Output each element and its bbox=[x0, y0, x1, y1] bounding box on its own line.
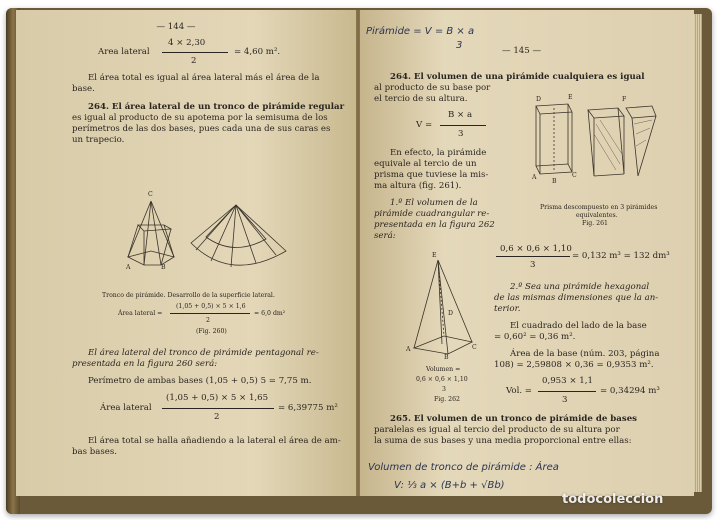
lateral-numerator: (1,05 + 0,5) × 5 × 1,65 bbox=[166, 393, 269, 403]
effect-line-2: equivale al tercio de un bbox=[374, 159, 477, 169]
paragraph-264-right-line-1: 264. El volumen de una pirámide cualquiera es igual bbox=[390, 72, 645, 82]
fig261-label-a: A bbox=[532, 174, 537, 181]
example1-line-3: presentada en la figura 262 bbox=[374, 220, 495, 230]
fig261-label-e: E bbox=[568, 94, 573, 101]
fig261-label-f: F bbox=[622, 96, 627, 103]
fig262-caption-line-1: Volumen = bbox=[426, 366, 461, 373]
fig261-caption-line-2: equivalentes. bbox=[576, 212, 618, 219]
handwritten-top-formula: Pirámide = V = B × a bbox=[366, 26, 475, 37]
lateral-label: Área lateral bbox=[100, 403, 152, 413]
vol1-numerator: 0,6 × 0,6 × 1,10 bbox=[500, 244, 572, 254]
paragraph-264-right-line-2: al producto de su base por bbox=[374, 83, 491, 93]
vol2-fraction-bar bbox=[538, 391, 596, 392]
paragraph-264-line-2: es igual al producto de su apotema por la semisuma de los bbox=[72, 113, 328, 123]
fig260-label-apex: C bbox=[148, 191, 153, 198]
fig262-label-b: B bbox=[444, 354, 449, 361]
fig260-formula-numerator: (1,05 + 0,5) × 5 × 1,6 bbox=[176, 303, 246, 310]
left-page bbox=[16, 10, 356, 496]
fig261-caption-line-1: Prisma descompuesto en 3 pirámides bbox=[540, 204, 658, 211]
fig260-formula-denominator: 2 bbox=[206, 317, 210, 324]
vol2-denominator: 3 bbox=[562, 395, 568, 405]
figure-261-drawing bbox=[528, 94, 658, 194]
fig262-label-d: D bbox=[448, 310, 453, 317]
volume-fraction-bar bbox=[440, 125, 486, 126]
fig262-caption-line-2: 0,6 × 0,6 × 1,10 bbox=[416, 376, 468, 383]
paragraph-265-line-1: 265. El volumen de un tronco de pirámide de bases bbox=[390, 414, 638, 424]
paragraph-264-right-line-3: el tercio de su altura. bbox=[374, 94, 468, 104]
area-fraction-bar bbox=[162, 52, 228, 53]
lateral-result: = 6,39775 m² bbox=[278, 403, 338, 413]
example1-line-2: pirámide cuadrangular re- bbox=[374, 209, 490, 219]
figure-260-drawing bbox=[116, 195, 316, 285]
paragraph-265-line-2: paralelas es igual al tercio del producto de su altura por bbox=[374, 425, 620, 435]
total-area-line-2: base. bbox=[72, 84, 95, 94]
fig262-label-c: C bbox=[472, 344, 477, 351]
paragraph-264-line-1: 264. El área lateral de un tronco de pirámide regular bbox=[88, 102, 345, 112]
lateral-fraction-bar bbox=[162, 408, 274, 409]
paragraph-265-line-3: la suma de sus bases y una media proporcional entre ellas: bbox=[374, 436, 632, 446]
example-line-1: El área lateral del tronco de pirámide pentagonal re- bbox=[88, 348, 319, 358]
fig261-label-b: B bbox=[552, 178, 557, 185]
watermark-text: todocoleccion bbox=[562, 492, 664, 507]
fig261-label-d: D bbox=[536, 96, 541, 103]
fig260-formula-result: = 6,0 dm² bbox=[254, 310, 286, 317]
vol2-label: Vol. = bbox=[506, 386, 533, 396]
volume-formula-denominator: 3 bbox=[458, 129, 464, 139]
square-line-2: = 0,60² = 0,36 m². bbox=[494, 332, 576, 342]
handwritten-bottom-line-1: Volumen de tronco de pirámide : Área bbox=[368, 462, 559, 473]
example1-line-1: 1.º El volumen de la bbox=[390, 198, 478, 208]
area-denominator: 2 bbox=[191, 56, 197, 66]
vol1-result: = 0,132 m³ = 132 dm³ bbox=[572, 251, 670, 261]
fig260-caption: Tronco de pirámide. Desarrollo de la superficie lateral. bbox=[102, 292, 275, 299]
lateral-denominator: 2 bbox=[214, 412, 220, 422]
vol2-numerator: 0,953 × 1,1 bbox=[542, 376, 593, 386]
paragraph-264-line-3: perímetros de las dos bases, pues cada una de sus caras es bbox=[72, 124, 331, 134]
vol1-denominator: 3 bbox=[530, 260, 536, 270]
fig260-label-a: A bbox=[126, 264, 131, 271]
example-line-2: presentada en la figura 260 será: bbox=[72, 359, 218, 369]
base-area-line-1: Área de la base (núm. 203, página bbox=[510, 349, 660, 359]
fig260-formula-label: Área lateral = bbox=[118, 310, 163, 317]
vol1-fraction-bar bbox=[496, 256, 570, 257]
total-area-final-line-1 bbox=[88, 436, 341, 447]
fig260-number: (Fig. 260) bbox=[196, 328, 227, 335]
volume-formula-numerator: B × a bbox=[448, 110, 473, 120]
example2-line-1: 2.º Sea una pirámide hexagonal bbox=[510, 282, 650, 292]
total-area-final-line-2: bas bases. bbox=[72, 447, 118, 457]
area-label: Area lateral bbox=[98, 47, 150, 57]
example2-line-3: terior. bbox=[494, 304, 521, 314]
effect-line-4: ma altura (fig. 261). bbox=[374, 181, 462, 191]
fig261-number: Fig. 261 bbox=[582, 220, 608, 227]
fig261-label-c: C bbox=[572, 172, 577, 179]
example1-line-4: será: bbox=[374, 231, 396, 241]
effect-line-3: prisma que tuviese la mis- bbox=[374, 170, 489, 180]
page-number-right: — 145 — bbox=[502, 46, 542, 56]
fig262-caption-line-3: 3 bbox=[442, 386, 446, 393]
fig260-label-b: B bbox=[161, 264, 166, 271]
right-page bbox=[360, 10, 694, 496]
area-result: = 4,60 m². bbox=[234, 47, 281, 57]
vol2-result: = 0,34294 m³ bbox=[600, 386, 660, 396]
total-area-final-text: El área total se halla añadiendo a la lateral el área de am- bbox=[88, 436, 341, 446]
handwritten-bottom-line-2: V: ⅓ a × (B+b + √Bb) bbox=[394, 480, 505, 491]
area-numerator: 4 × 2,30 bbox=[168, 38, 206, 48]
fig260-fraction-bar bbox=[170, 313, 250, 314]
effect-line-1: En efecto, la pirámide bbox=[390, 148, 487, 158]
example2-line-2: de las mismas dimensiones que la an- bbox=[494, 293, 659, 303]
volume-formula-label: V = bbox=[416, 120, 433, 130]
square-line-1: El cuadrado del lado de la base bbox=[510, 321, 647, 331]
base-area-line-2: 108) = 2,59808 × 0,36 = 0,9353 m². bbox=[494, 360, 654, 370]
handwritten-top-denominator: 3 bbox=[456, 40, 463, 51]
fig262-label-e: E bbox=[432, 252, 437, 259]
page-number-left: — 144 — bbox=[156, 22, 196, 32]
paragraph-264-line-4: un trapecio. bbox=[72, 135, 125, 145]
perimeter-line: Perímetro de ambas bases (1,05 + 0,5) 5 = 7,75 m. bbox=[88, 376, 312, 386]
fig262-label-a: A bbox=[406, 346, 411, 353]
total-area-line-1: El área total es igual al área lateral más el área de la bbox=[88, 73, 320, 83]
fig262-number: Fig. 262 bbox=[434, 396, 460, 403]
page-edges bbox=[694, 14, 702, 492]
